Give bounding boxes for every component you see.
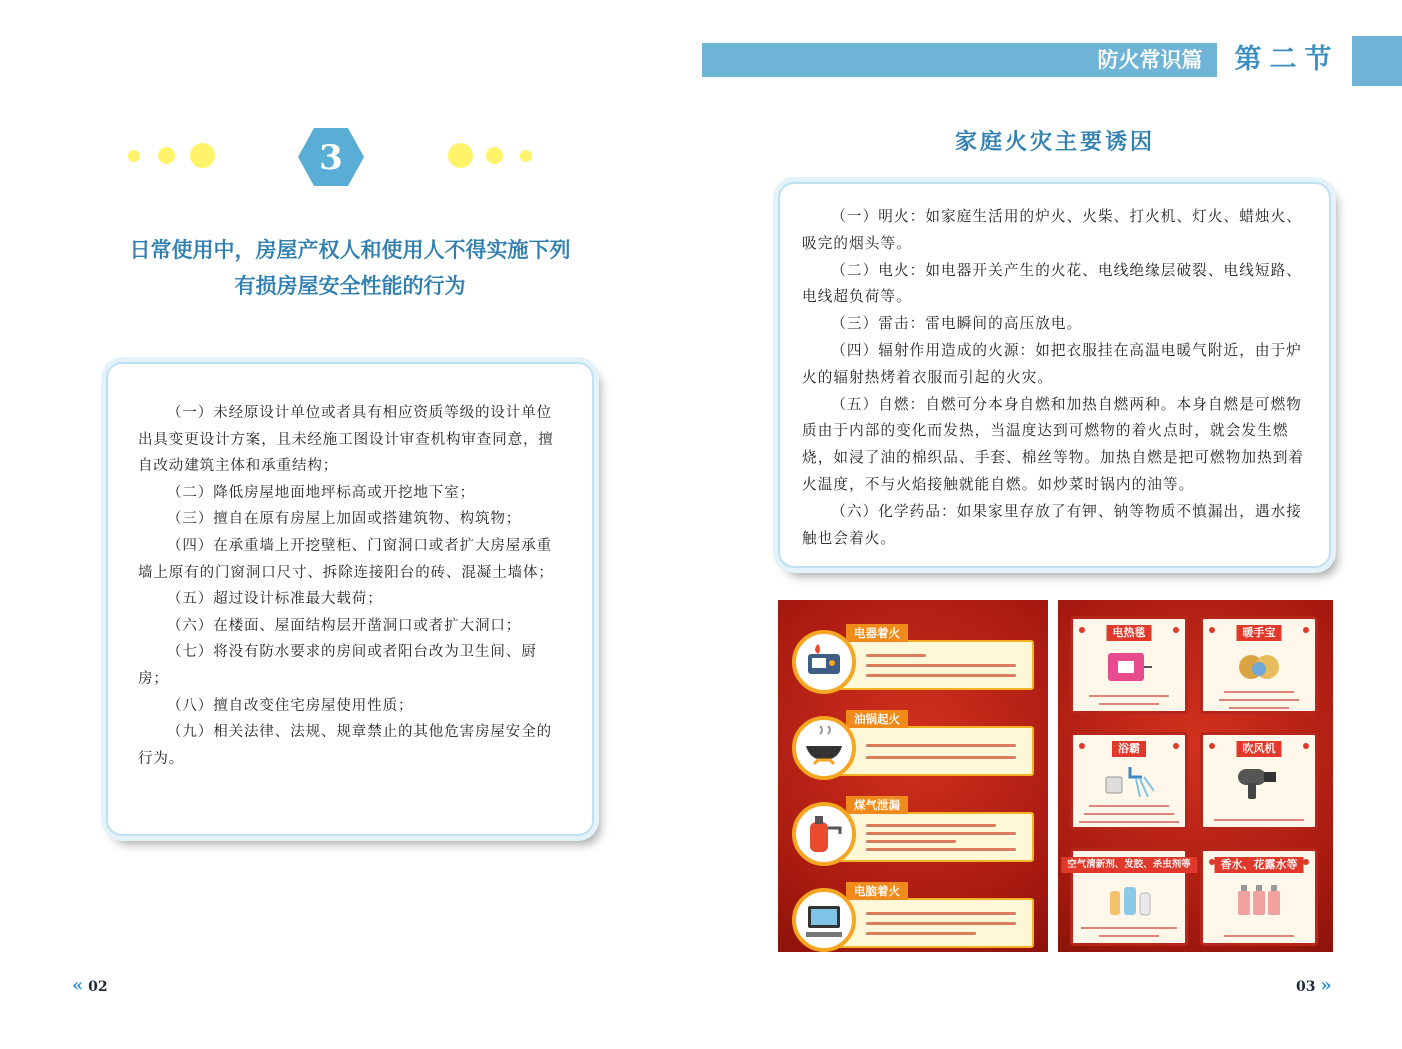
header-section-title: 第二节	[1234, 44, 1340, 75]
decor-dot	[190, 143, 215, 168]
tile-text-line	[1229, 707, 1289, 709]
tile-dot	[1303, 627, 1309, 633]
poster-text-line	[866, 674, 1016, 677]
poster-text-line	[866, 932, 976, 935]
fire-safety-poster-right	[1058, 600, 1333, 952]
poster-text-line	[866, 824, 996, 827]
list-item: （五）超过设计标准最大载荷；	[167, 591, 383, 608]
list-item: （四）辐射作用造成的火源：如把衣服挂在高温电暖气附近，由于炉火的辐射热烤着衣服而引起的火灾。	[802, 341, 1303, 386]
poster-row-title: 电器着火	[846, 624, 908, 642]
decor-dot	[158, 147, 175, 164]
prohibited-actions-card	[106, 362, 594, 836]
tile-title: 空气清新剂、发胶、杀虫剂等	[1061, 857, 1197, 873]
tile-dot	[1173, 743, 1179, 749]
tile-text-line	[1219, 699, 1299, 701]
poster-tile	[1200, 616, 1318, 714]
bath-heater-icon	[1104, 763, 1154, 807]
stove-appliance-icon	[792, 630, 856, 694]
tile-title: 吹风机	[1237, 741, 1282, 757]
list-item: （六）化学药品：如果家里存放了有钾、钠等物质不慎漏出，遇水接触也会着火。	[802, 502, 1303, 547]
list-item: （五）自燃：自燃可分本身自燃和加热自燃两种。本身自燃是可燃物质由于内部的变化而发热，当温度达到可燃物的着火点时，就会发生燃烧，如浸了油的棉织品、手套、棉丝等物。加热自燃是把可燃物加热到着火温度，不与火焰接触就能自燃。如炒菜时锅内的油等。	[802, 395, 1305, 493]
poster-row	[792, 624, 1036, 690]
heading-line-2: 有损房屋安全性能的行为	[234, 273, 466, 298]
tile-text-line	[1089, 695, 1169, 697]
hand-warmer-icon	[1234, 647, 1284, 691]
tile-text-line	[1099, 935, 1159, 937]
tile-title: 浴霸	[1112, 741, 1146, 757]
list-item: （一）明火：如家庭生活用的炉火、火柴、打火机、灯火、蜡烛火、吸完的烟头等。	[802, 208, 1303, 252]
tile-dot	[1173, 627, 1179, 633]
poster-row-title: 煤气泄漏	[846, 796, 908, 814]
chevron-left-icon: «	[72, 975, 84, 996]
tile-text-line	[1224, 691, 1294, 693]
tile-text-line	[1081, 927, 1177, 929]
header-category: 防火常识篇	[1097, 47, 1203, 72]
left-page-heading	[100, 232, 600, 304]
poster-text-line	[866, 744, 1016, 747]
list-item: （二）降低房屋地面地坪标高或开挖地下室；	[167, 484, 475, 501]
electric-blanket-icon	[1104, 647, 1154, 691]
poster-text-line	[866, 922, 1016, 925]
tile-text-line	[1099, 703, 1159, 705]
poster-row-title: 油锅起火	[846, 710, 908, 728]
poster-row-title: 电脑着火	[846, 882, 908, 900]
tile-text-line	[1084, 813, 1174, 815]
list-item: （六）在楼面、屋面结构层开凿洞口或者扩大洞口；	[167, 617, 522, 634]
poster-tile	[1067, 848, 1191, 946]
wok-icon	[792, 716, 856, 780]
poster-tile	[1200, 732, 1318, 830]
spray-bottle-icon	[1104, 879, 1154, 923]
poster-text-line	[866, 848, 1016, 851]
list-item: （三）擅自在原有房屋上加固或搭建筑物、构筑物；	[167, 511, 522, 528]
poster-text-line	[866, 664, 1016, 667]
decor-dot	[448, 143, 473, 168]
poster-row	[792, 796, 1036, 862]
tile-dot	[1079, 743, 1085, 749]
list-item: （七）将没有防水要求的房间或者阳台改为卫生间、厨房；	[138, 644, 537, 687]
list-item: （四）在承重墙上开挖壁柜、门窗洞口或者扩大房屋承重墙上原有的门窗洞口尺寸、拆除连接阳台的砖、混凝土墙体；	[138, 537, 554, 581]
perfume-bottle-icon	[1234, 879, 1284, 923]
poster-text-line	[866, 840, 956, 843]
tile-dot	[1209, 627, 1215, 633]
tile-text-line	[1214, 819, 1304, 821]
hair-dryer-icon	[1234, 763, 1284, 807]
page-number-left	[72, 975, 108, 996]
tile-dot	[1303, 743, 1309, 749]
tile-dot	[1079, 627, 1085, 633]
list-item: （九）相关法律、法规、规章禁止的其他危害房屋安全的行为。	[138, 724, 552, 767]
right-page-heading: 家庭火灾主要诱因	[954, 130, 1155, 155]
list-item: （一）未经原设计单位或者具有相应资质等级的设计单位出具变更设计方案，且未经施工图设计审查机构审查同意，擅自改动建筑主体和承重结构；	[138, 405, 554, 475]
decor-dot	[486, 147, 503, 164]
list-item: （三）雷击：雷电瞬间的高压放电。	[831, 315, 1083, 333]
list-item: （八）擅自改变住宅房屋使用性质；	[167, 697, 414, 714]
poster-text-line	[866, 912, 1016, 915]
tile-title: 电热毯	[1107, 625, 1152, 641]
tile-title: 香水、花露水等	[1215, 857, 1304, 873]
tile-text-line	[1089, 805, 1169, 807]
tile-text-line	[1079, 821, 1179, 823]
gas-cylinder-icon	[792, 802, 856, 866]
chevron-right-icon: »	[1320, 975, 1332, 996]
poster-tile	[1070, 732, 1188, 830]
section-number: 3	[319, 138, 343, 178]
section-number-hexagon	[298, 128, 364, 186]
page-number: 02	[88, 979, 108, 995]
header-accent-block	[1352, 36, 1402, 86]
list-item: （二）电火：如电器开关产生的火花、电线绝缘层破裂、电线短路、电线超负荷等。	[802, 261, 1303, 306]
tile-text-line	[1224, 935, 1294, 937]
computer-icon	[792, 888, 856, 952]
poster-row	[792, 710, 1036, 776]
tile-dot	[1209, 743, 1215, 749]
poster-tile	[1200, 848, 1318, 946]
page-number: 03	[1296, 979, 1316, 995]
poster-tile	[1070, 616, 1188, 714]
fire-causes-card	[778, 182, 1331, 568]
tile-dot	[1303, 859, 1309, 865]
heading-line-1: 日常使用中，房屋产权人和使用人不得实施下列	[129, 237, 571, 262]
poster-row	[792, 882, 1036, 948]
page-number-right	[1296, 975, 1332, 996]
poster-text-line	[866, 654, 926, 657]
decor-dot	[520, 150, 532, 162]
fire-safety-poster-left	[778, 600, 1048, 952]
decor-dot	[128, 150, 140, 162]
poster-text-line	[866, 756, 1016, 759]
tile-title: 暖手宝	[1237, 625, 1282, 641]
poster-text-line	[866, 832, 1016, 835]
